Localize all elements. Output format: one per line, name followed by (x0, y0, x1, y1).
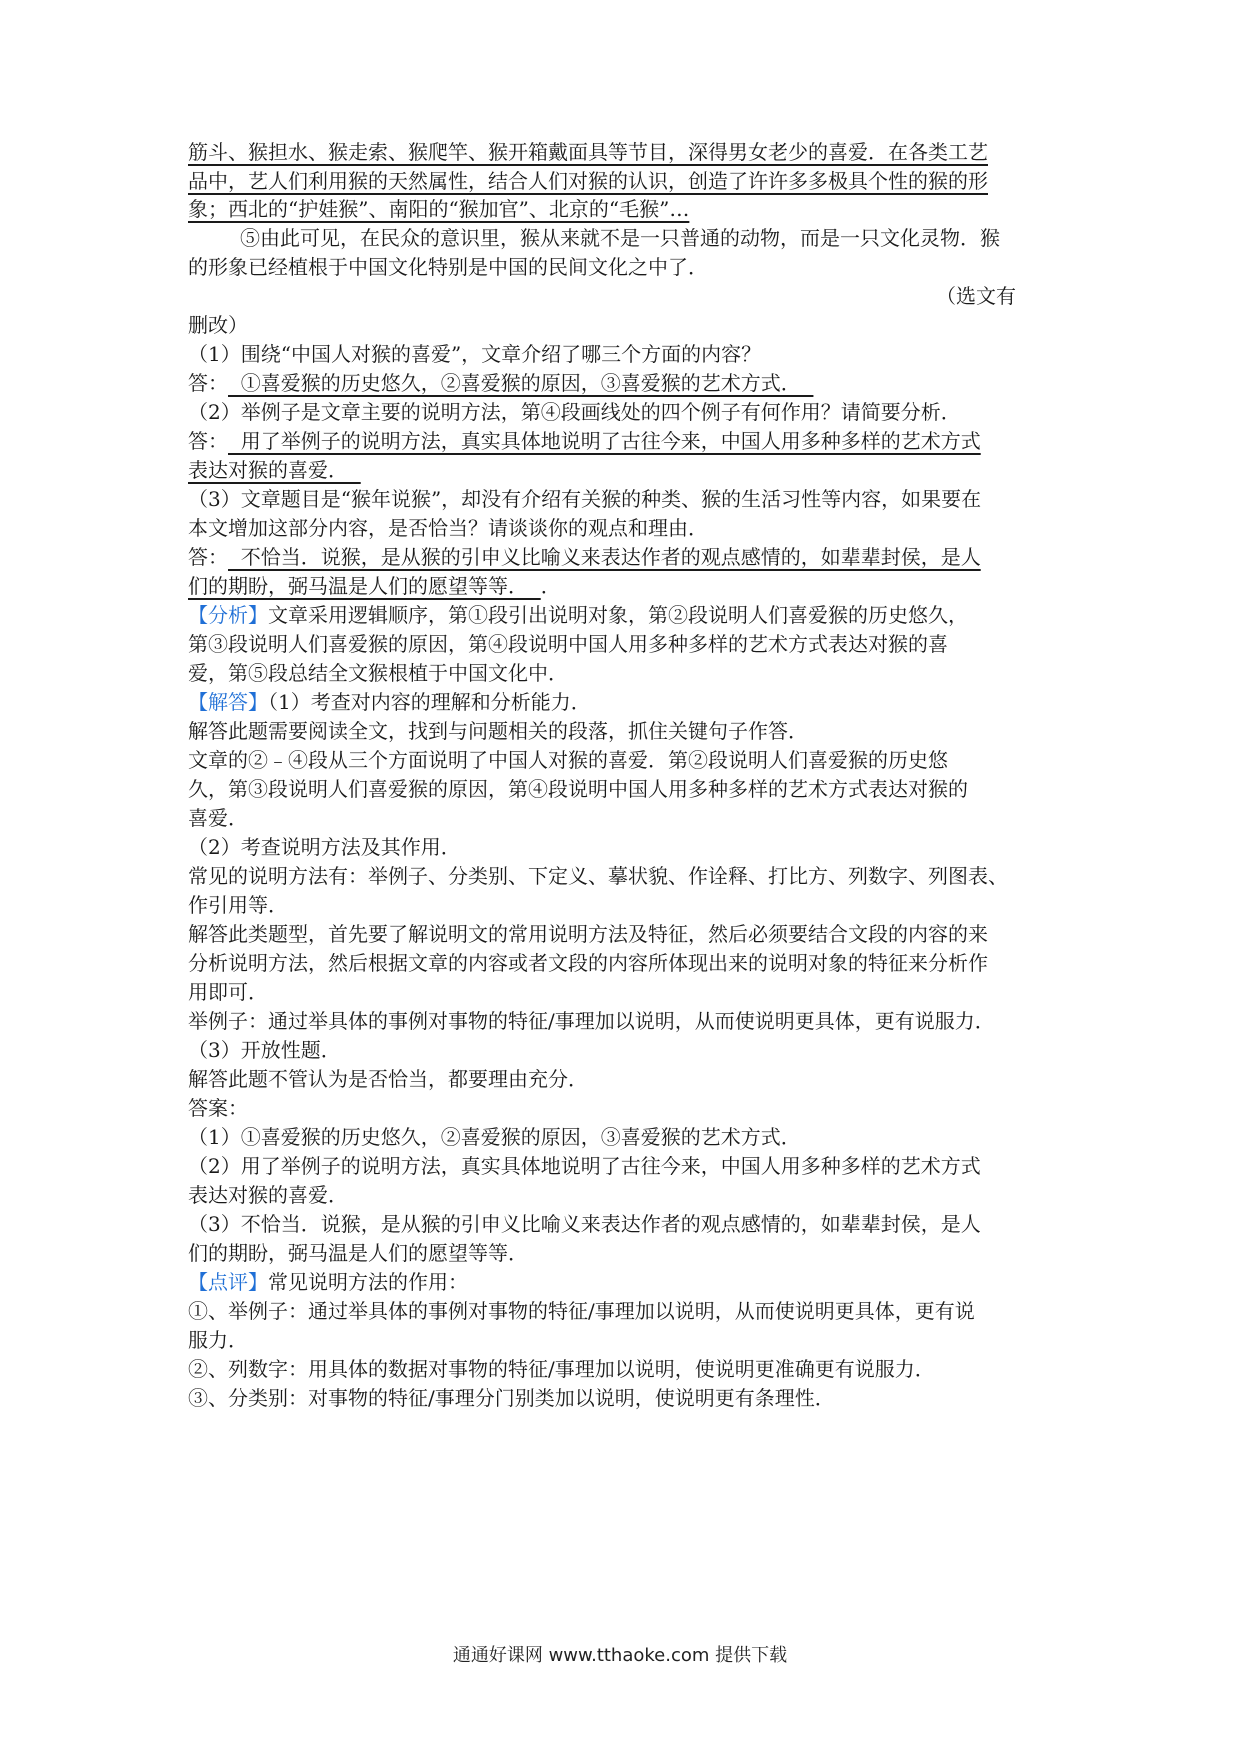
solution-line: 表达对猴的喜爱． (188, 1183, 348, 1207)
passage-para5-line-2: 的形象已经植根于中国文化特别是中国的民间文化之中了． (188, 255, 708, 279)
solution-line: 举例子：通过举具体的事例对事物的特征/事理加以说明，从而使说明更具体，更有说服力． (188, 1009, 995, 1033)
solution-line: 久，第③段说明人们喜爱猴的原因，第④段说明中国人用多种多样的艺术方式表达对猴的 (188, 777, 968, 801)
passage-para5-line-1: ⑤由此可见，在民众的意识里，猴从来就不是一只普通的动物，而是一只文化灵物．猴 (240, 226, 1000, 250)
solution-line: 解答此题需要阅读全文，找到与问题相关的段落，抓住关键句子作答． (188, 719, 808, 743)
solution-line: 答案： (188, 1096, 248, 1120)
analysis-text: 文章采用逻辑顺序，第①段引出说明对象，第②段说明人们喜爱猴的历史悠久， (268, 603, 968, 627)
solution-line: （3）开放性题． (188, 1038, 341, 1062)
page-footer: 通通好课网 www.tthaoke.com 提供下载 (452, 1645, 788, 1666)
solution-line: （2）考查说明方法及其作用． (188, 835, 461, 859)
question-3-line-2: 本文增加这部分内容，是否恰当？请谈谈你的观点和理由． (188, 516, 708, 540)
answer-end-mark: ． (540, 574, 561, 598)
analysis-line-1 (188, 600, 968, 630)
solution-line: 们的期盼，弼马温是人们的愿望等等． (188, 1241, 528, 1265)
question-2-answer-line-1 (188, 426, 981, 456)
answer-prefix: 答： (188, 545, 228, 569)
question-3-answer-line-1 (188, 542, 981, 572)
passage-para4-line-2: 品中，艺人们利用猴的天然属性，结合人们对猴的认识，创造了许许多多极具个性的猴的形 (188, 169, 988, 193)
comment-line-1 (188, 1267, 468, 1297)
solution-tag: 【解答】 (188, 690, 268, 714)
comment-line: ③、分类别：对事物的特征/事理分门别类加以说明，使说明更有条理性． (188, 1386, 835, 1410)
question-2-answer-line-2: 表达对猴的喜爱． (188, 458, 361, 482)
answer-text: 用了举例子的说明方法，真实具体地说明了古往今来，中国人用多种多样的艺术方式 (228, 429, 981, 453)
answer-prefix: 答： (188, 371, 228, 395)
analysis-line-3: 爱，第⑤段总结全文猴根植于中国文化中． (188, 661, 568, 685)
solution-line: （2）用了举例子的说明方法，真实具体地说明了古往今来，中国人用多种多样的艺术方式 (188, 1154, 981, 1178)
analysis-tag: 【分析】 (188, 603, 268, 627)
passage-para4-line-3: 象；西北的“护娃猴”、南阳的“猴加官”、北京的“毛猴”… (188, 197, 690, 221)
question-3-line-1: （3）文章题目是“猴年说猴”，却没有介绍有关猴的种类、猴的生活习性等内容，如果要在 (188, 487, 982, 511)
solution-line-1 (188, 687, 591, 717)
solution-line: 解答此类题型，首先要了解说明文的常用说明方法及特征，然后必须要结合文段的内容的来 (188, 922, 988, 946)
solution-line: （3）不恰当．说猴，是从猴的引申义比喻义来表达作者的观点感情的，如辈辈封侯，是人 (188, 1212, 981, 1236)
comment-line: ①、举例子：通过举具体的事例对事物的特征/事理加以说明，从而使说明更具体，更有说 (188, 1299, 975, 1323)
question-3-answer-line-2 (188, 571, 561, 601)
solution-line: 解答此题不管认为是否恰当，都要理由充分． (188, 1067, 588, 1091)
analysis-line-2: 第③段说明人们喜爱猴的原因，第④段说明中国人用多种多样的艺术方式表达对猴的喜 (188, 632, 948, 656)
solution-line: 分析说明方法，然后根据文章的内容或者文段的内容所体现出来的说明对象的特征来分析作 (188, 951, 988, 975)
solution-line: 用即可． (188, 980, 268, 1004)
source-note: （选文有 (936, 284, 1016, 308)
comment-line: ②、列数字：用具体的数据对事物的特征/事理加以说明，使说明更准确更有说服力． (188, 1357, 935, 1381)
solution-line: 作引用等． (188, 893, 288, 917)
answer-prefix: 答： (188, 429, 228, 453)
solution-line: （1）①喜爱猴的历史悠久，②喜爱猴的原因，③喜爱猴的艺术方式． (188, 1125, 801, 1149)
answer-text: ①喜爱猴的历史悠久，②喜爱猴的原因，③喜爱猴的艺术方式． (228, 371, 814, 395)
solution-text: （1）考查对内容的理解和分析能力． (268, 690, 591, 714)
solution-line: 常见的说明方法有：举例子、分类别、下定义、摹状貌、作诠释、打比方、列数字、列图表、 (188, 864, 1008, 888)
answer-text: 不恰当．说猴，是从猴的引申义比喻义来表达作者的观点感情的，如辈辈封侯，是人 (228, 545, 981, 569)
comment-text: 常见说明方法的作用： (268, 1270, 468, 1294)
question-1: （1）围绕“中国人对猴的喜爱”，文章介绍了哪三个方面的内容？ (188, 342, 762, 366)
question-1-answer (188, 368, 813, 398)
comment-line: 服力． (188, 1328, 248, 1352)
source-note-continued: 删改） (188, 313, 248, 337)
comment-tag: 【点评】 (188, 1270, 268, 1294)
solution-line: 文章的②﹣④段从三个方面说明了中国人对猴的喜爱．第②段说明人们喜爱猴的历史悠 (188, 748, 948, 772)
question-2: （2）举例子是文章主要的说明方法，第④段画线处的四个例子有何作用？请简要分析． (188, 400, 961, 424)
answer-text: 们的期盼，弼马温是人们的愿望等等． (188, 574, 541, 598)
passage-para4-line-1: 筋斗、猴担水、猴走索、猴爬竿、猴开箱戴面具等节目，深得男女老少的喜爱．在各类工艺 (188, 140, 988, 164)
solution-line: 喜爱． (188, 806, 248, 830)
